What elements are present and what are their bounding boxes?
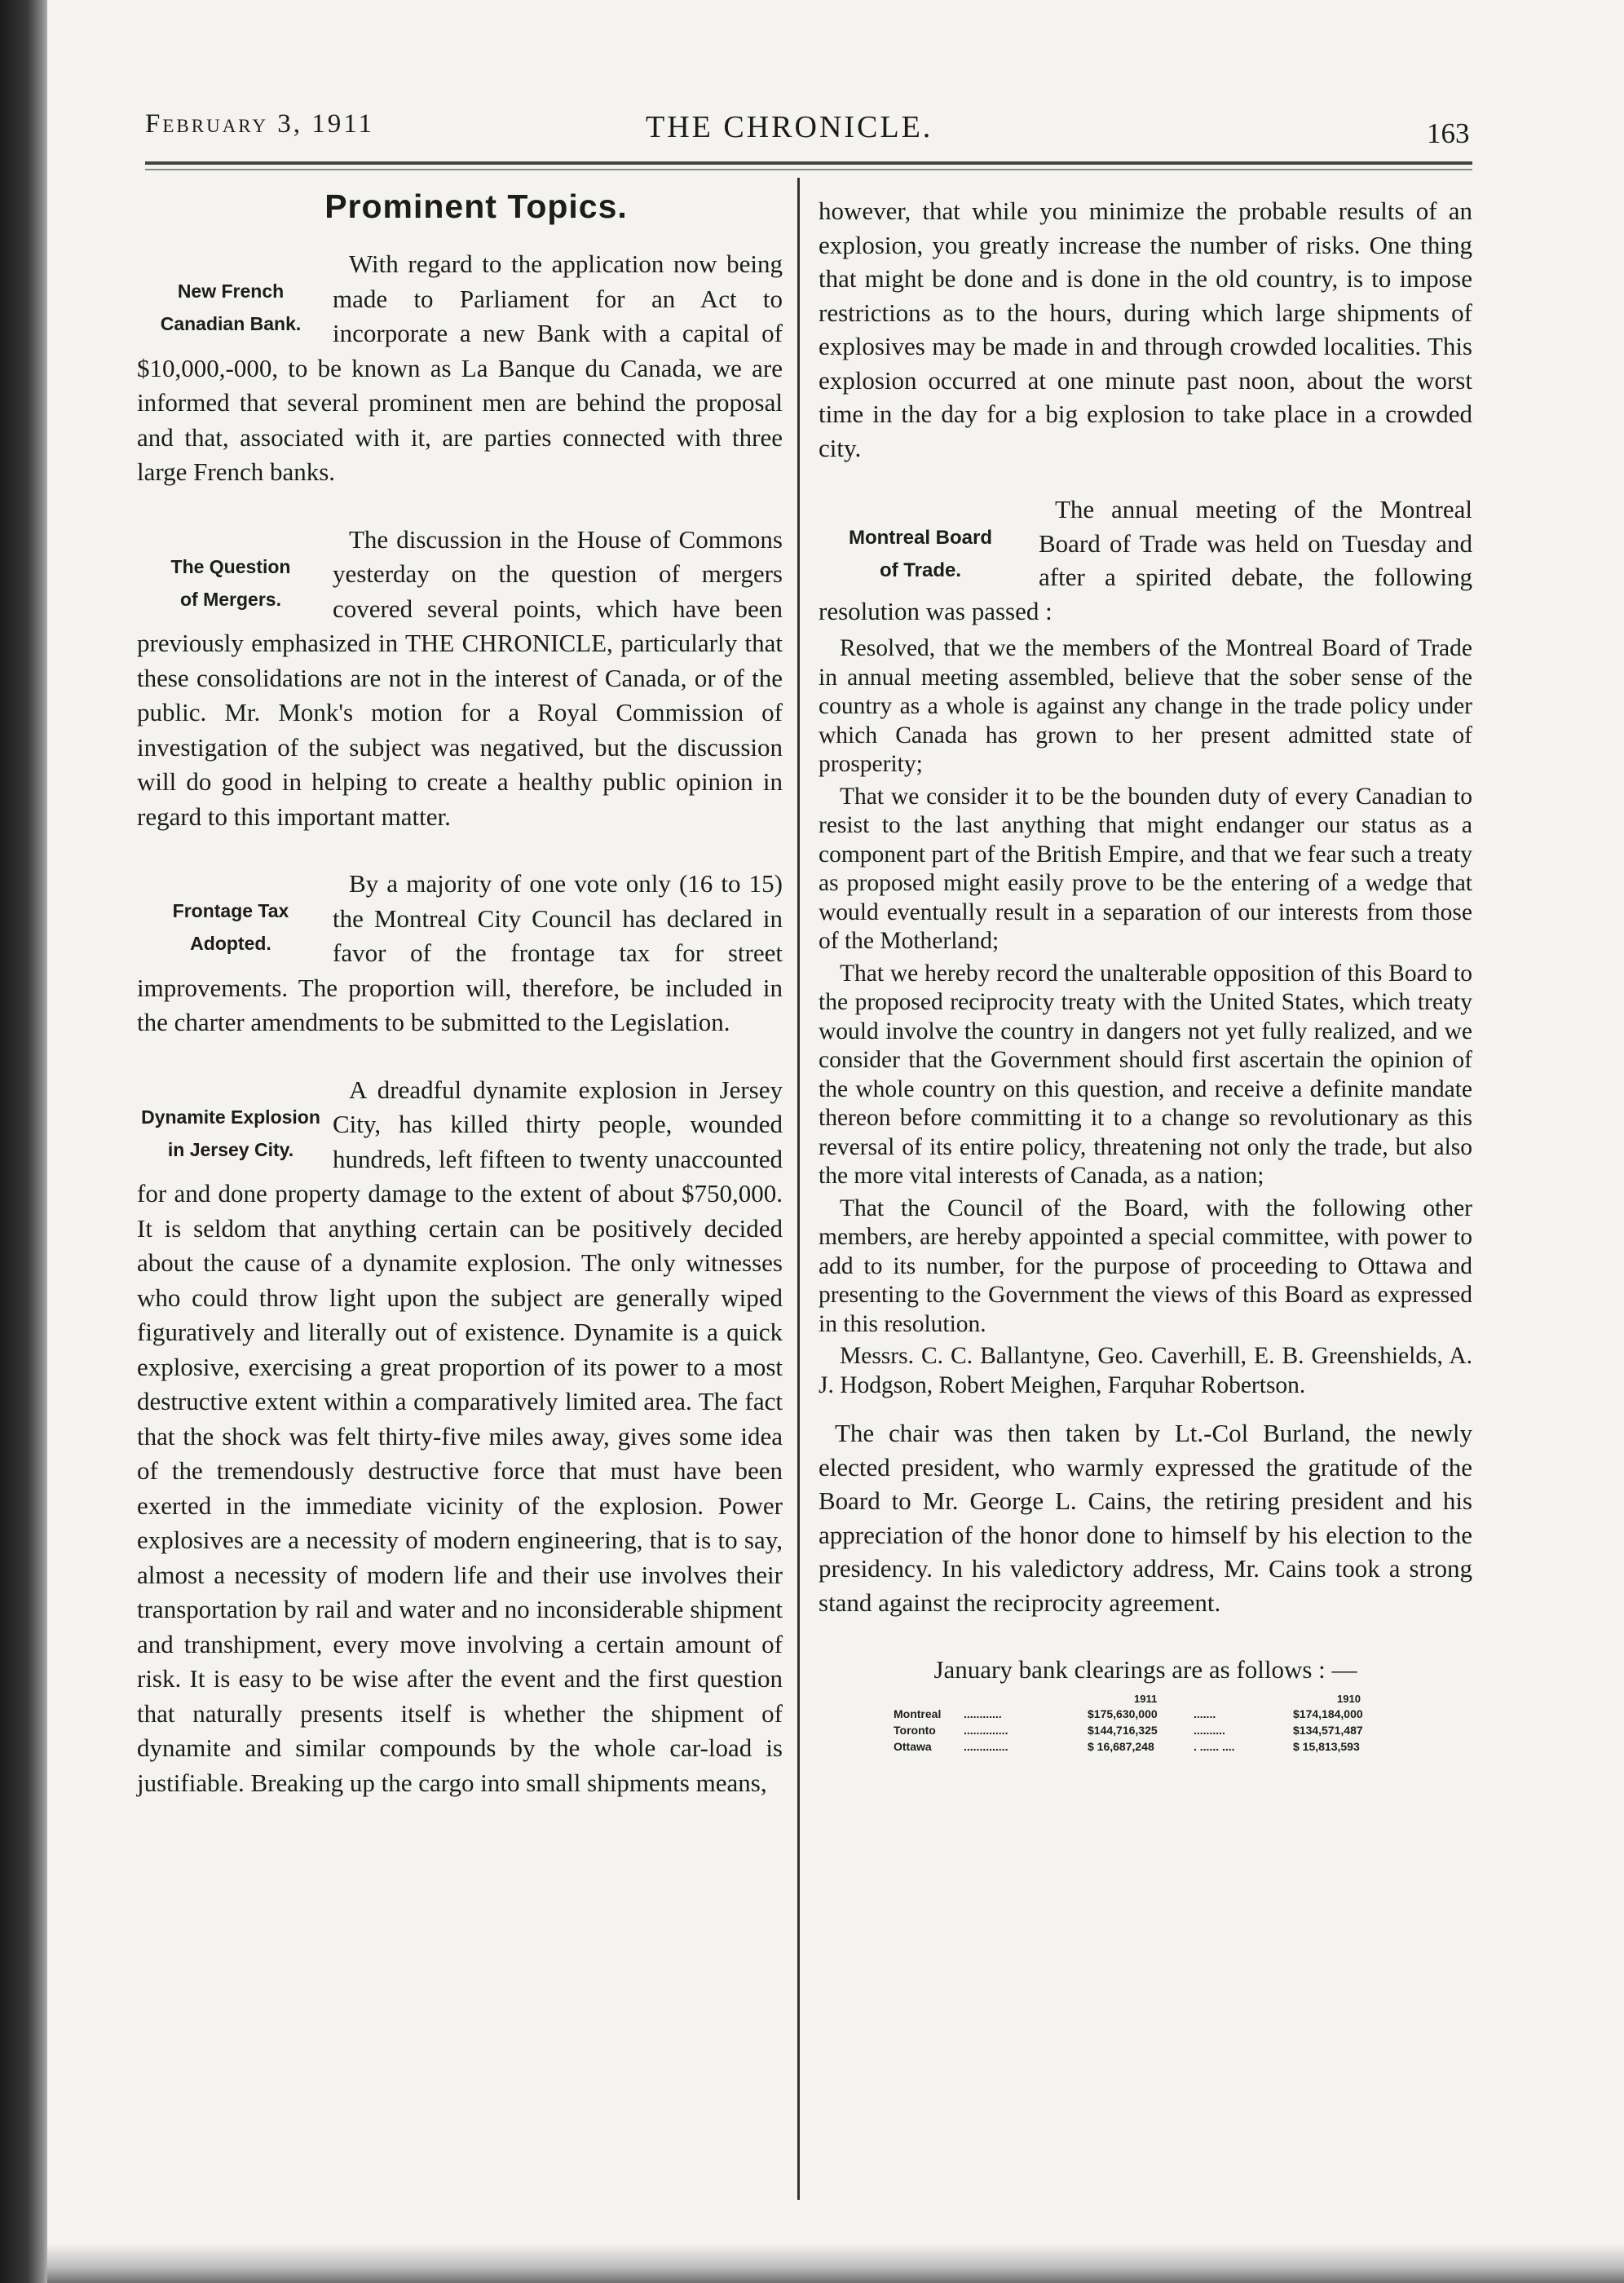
scan-binding-edge xyxy=(0,0,51,2283)
topic-sidehead xyxy=(137,550,324,616)
topic-text: With regard to the application now being made to Parliament for an Act to incorporate a new Bank with a capital of $10,000,-000, to be known as La Banque du Canada, we are informed that several prominent men are behind the proposal and that, associated with it, are parties connected with three large French banks. xyxy=(137,249,783,486)
clearings-leader-dots: . ...... .... xyxy=(1194,1740,1235,1753)
clearings-leader-dots: .............. xyxy=(964,1740,1008,1753)
topic-montreal-board-of-trade xyxy=(819,492,1472,628)
topic-sidehead xyxy=(137,1101,324,1166)
board-intro-text: The annual meeting of the Montreal Board of Trade was held on Tuesday and after a spirited debate, the following resolution was passed : xyxy=(819,495,1472,625)
topic-mergers xyxy=(137,523,783,835)
clearings-leader-dots: .............. xyxy=(964,1724,1008,1737)
scan-bottom-edge xyxy=(47,2244,1624,2283)
clearings-value-1911: $ 16,687,248 xyxy=(1088,1740,1154,1753)
sidehead-line: Dynamite Explosion xyxy=(141,1106,320,1128)
clearings-value-1911: $144,716,325 xyxy=(1088,1724,1158,1737)
clearings-city: Ottawa xyxy=(894,1740,932,1753)
sidehead-line: The Question xyxy=(170,555,291,577)
left-column xyxy=(137,188,783,1833)
clearings-value-1910: $174,184,000 xyxy=(1293,1707,1363,1720)
topic-dynamite-explosion xyxy=(137,1073,783,1801)
section-title: Prominent Topics. xyxy=(324,188,628,225)
resolution-paragraph: That the Council of the Board, with the following other members, are hereby appointed a special committee, with power to add to its number, for the purpose of proceeding to Ottawa and presenting to the Government the views of this Board as expressed in this resolution. xyxy=(819,1194,1472,1337)
header-page-number: 163 xyxy=(1427,117,1470,149)
clearings-city: Toronto xyxy=(894,1724,936,1737)
topic-frontage-tax xyxy=(137,867,783,1040)
clearings-intro: January bank clearings are as follows : — xyxy=(933,1655,1357,1684)
topic-new-french-bank xyxy=(137,247,783,490)
chair-paragraph: The chair was then taken by Lt.-Col Burland, the newly elected president, who warmly expressed the gratitude of the Board to Mr. George L. Cains, the retiring president and his appreciation of the honor done to himself by his election to the presidency. In his valedictory address, Mr. Cains took a strong stand against the reciprocity agreement. xyxy=(819,1419,1472,1617)
bank-clearings-table xyxy=(819,1691,1472,1755)
clearings-leader-dots: .......... xyxy=(1194,1724,1225,1737)
committee-members: Messrs. C. C. Ballantyne, Geo. Caverhill, E. B. Greenshields, A. J. Hodgson, Robert Meighen, Farquhar Robertson. xyxy=(819,1343,1472,1398)
sidehead-line: of Mergers. xyxy=(180,588,281,610)
header-date: February 3, 1911 xyxy=(145,109,375,139)
topic-sidehead xyxy=(819,522,1022,587)
topic-text: By a majority of one vote only (16 to 15) the Montreal City Council has declared in favor of the frontage tax for street improvements. The proportion will, therefore, be included in the charter amendments to be submitted to the Legislation. xyxy=(137,869,783,1036)
clearings-value-1910: $ 15,813,593 xyxy=(1293,1740,1360,1753)
clearings-leader-dots: ....... xyxy=(1194,1707,1216,1720)
topic-sidehead xyxy=(137,894,324,960)
clearings-value-1910: $134,571,487 xyxy=(1293,1724,1363,1737)
clearings-leader-dots: ............ xyxy=(964,1707,1002,1720)
clearings-year-1910: 1910 xyxy=(1337,1693,1361,1705)
topic-text: A dreadful dynamite explosion in Jersey City, has killed thirty people, wounded hundreds, left fifteen to twenty unaccounted for and done property damage to the extent of about $750,000. It is seldom that anything certain can be positively decided about the cause of a dynamite explosion. The only witnesses who could throw light upon the subject are generally wiped figuratively and literally out of existence. Dynamite is a quick explosive, exercising a great proportion of its power to a most destructive extent within a comparatively limited area. The fact that the shock was felt thirty-five miles away, gives some idea of the tremendously destructive force that must have been exerted in the immediate vicinity of the explosion. Power explosives are a necessity of modern engineering, that is to say, almost a necessity of modern life and their use involves their transportation by rail and water and no inconsiderable shipment and transhipment, every move involving a certain amount of risk. It is easy to be wise after the event and the first question that naturally presents itself is whether the shipment of dynamite and similar compounds by the whole car-load is justifiable. Breaking up the cargo into small shipments means, xyxy=(137,1075,783,1797)
clearings-year-1911: 1911 xyxy=(1134,1693,1158,1705)
resolution-paragraph: Resolved, that we the members of the Montreal Board of Trade in annual meeting assembled, believe that the sober sense of the country as a whole is against any change in the trade policy under which Canada has grown to her present admitted state of prosperity; xyxy=(819,635,1472,777)
clearings-city: Montreal xyxy=(894,1707,942,1720)
resolution-paragraph: That we consider it to be the bounden duty of every Canadian to resist to the last anything that might endanger our status as a component part of the British Empire, and that we fear such a treaty as proposed might easily prove to be the entering of a wedge that would eventually result in a separation of our interests from those of the Motherland; xyxy=(819,783,1472,954)
clearings-row xyxy=(819,1706,1472,1722)
header-rule xyxy=(145,161,1472,165)
sidehead-line: of Trade. xyxy=(879,559,962,581)
clearings-header-row xyxy=(819,1691,1472,1706)
sidehead-line: in Jersey City. xyxy=(167,1138,294,1160)
sidehead-line: Frontage Tax xyxy=(172,900,289,921)
right-column xyxy=(819,194,1472,1755)
clearings-row xyxy=(819,1722,1472,1738)
header-rule-thin xyxy=(145,169,1472,170)
clearings-value-1911: $175,630,000 xyxy=(1088,1707,1158,1720)
header-title: THE CHRONICLE. xyxy=(646,110,933,144)
sidehead-line: New French xyxy=(177,280,285,302)
sidehead-line: Canadian Bank. xyxy=(160,313,302,334)
sidehead-line: Montreal Board xyxy=(848,527,992,549)
topic-text: The discussion in the House of Commons yesterday on the question of mergers covered several points, which have been previously emphasized in THE CHRONICLE, particularly that these consolidations are not in the interest of Canada, or of the public. Mr. Monk's motion for a Royal Commission of investigation of the subject was negatived, but the discussion will do good in helping to create a healthy public opinion in regard to this important matter. xyxy=(137,524,783,831)
sidehead-line: Adopted. xyxy=(190,933,271,954)
topic-sidehead xyxy=(137,275,324,340)
explosion-continuation: however, that while you minimize the probable results of an explosion, you greatly increase the number of risks. One thing that might be done and is done in the old country, is to impose restrictions as to the hours, during which large shipments of explosives may be made in and through crowded localities. This explosion occurred at one minute past noon, about the worst time in the day for a big explosion to take place in a crowded city. xyxy=(819,197,1472,462)
clearings-row xyxy=(819,1738,1472,1755)
resolution-paragraph: That we hereby record the unalterable opposition of this Board to the proposed reciprocity treaty with the United States, which treaty would involve the country in dangers not yet fully realized, and we consider that the Government should first ascertain the opinion of the whole country on this question, and receive a definite mandate thereon before committing it to a change so revolutionary as this reversal of its entire policy, threatening not only the trade, but also the more vital interests of Canada, as a nation; xyxy=(819,960,1472,1189)
column-divider xyxy=(797,178,800,2200)
